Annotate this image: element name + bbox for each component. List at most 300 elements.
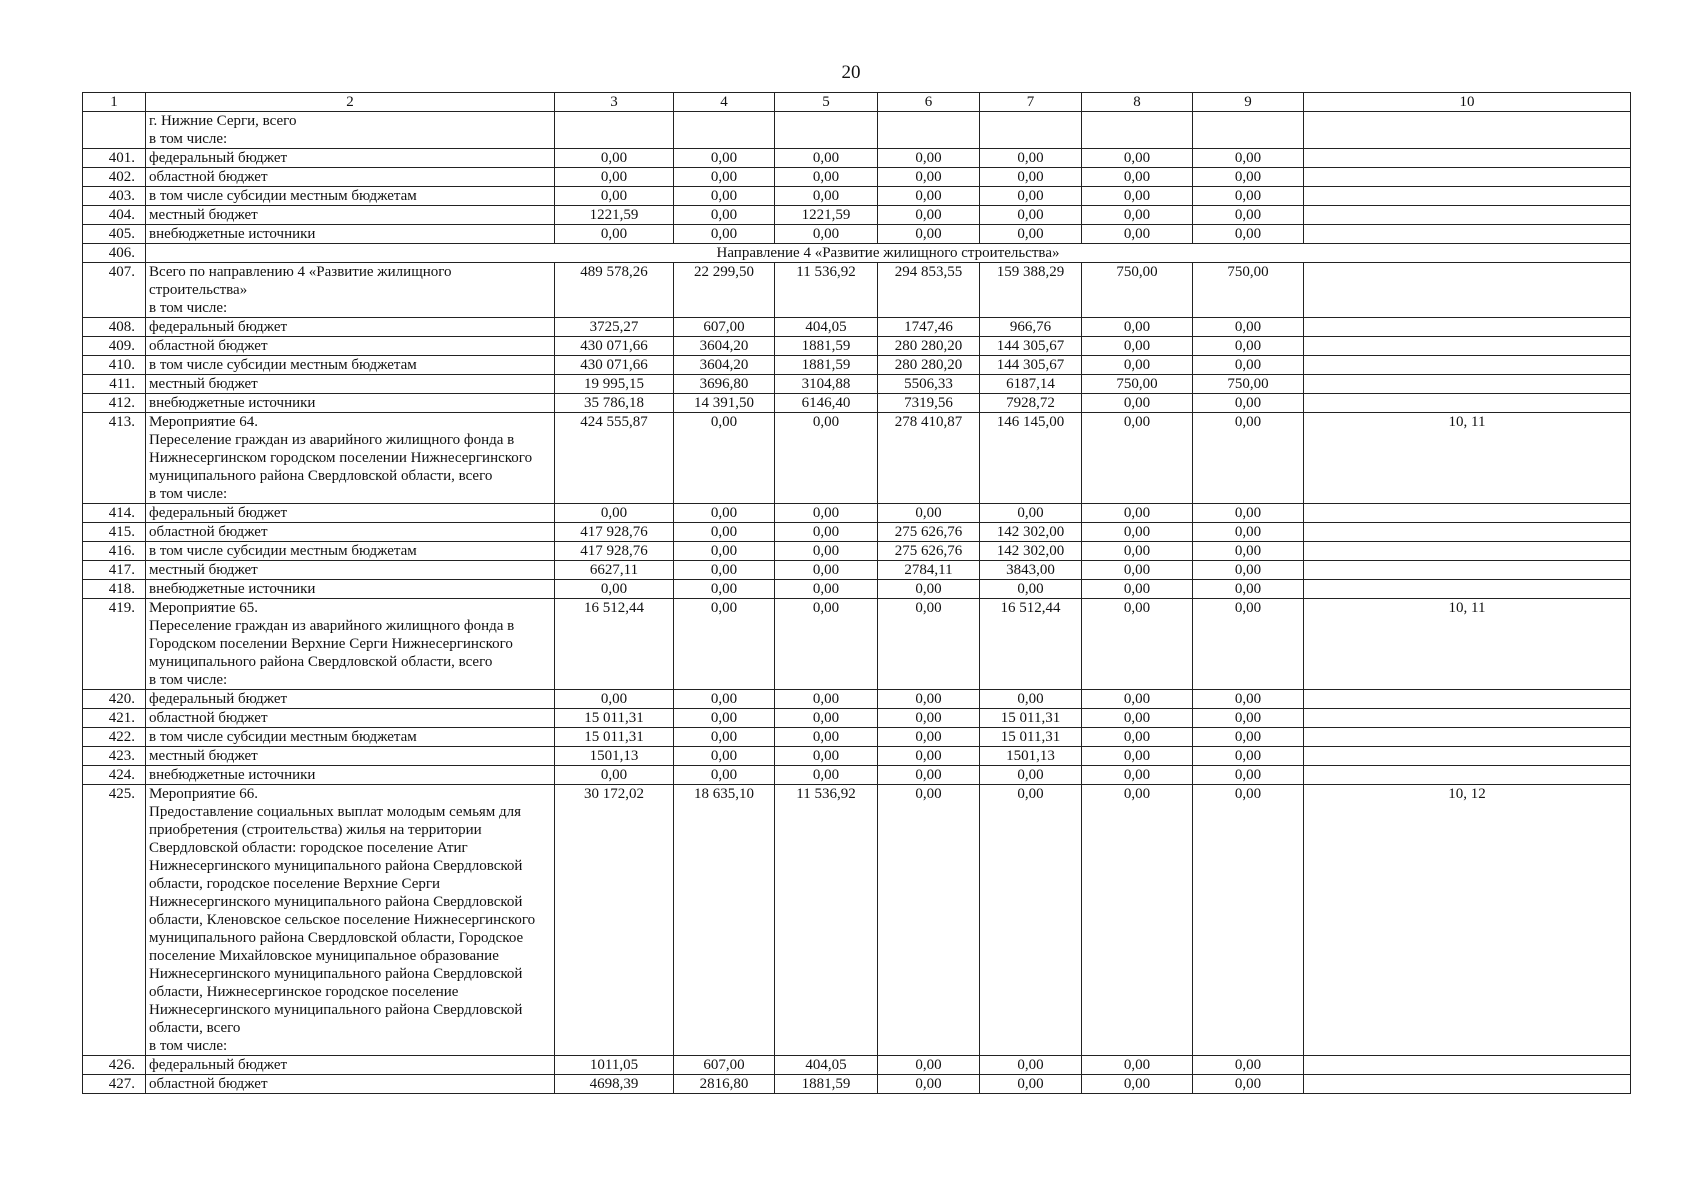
table-row: [83, 690, 1631, 709]
row-number: 416.: [83, 542, 146, 561]
value-cell: 11 536,92: [775, 785, 878, 1056]
value-cell: 1881,59: [775, 337, 878, 356]
value-cell: 0,00: [1193, 206, 1304, 225]
table-row: [83, 318, 1631, 337]
row-name: местный бюджет: [146, 206, 555, 225]
note-cell: [1304, 1075, 1631, 1094]
value-cell: 0,00: [878, 728, 980, 747]
header-cell: 5: [775, 93, 878, 112]
row-name: федеральный бюджет: [146, 504, 555, 523]
row-name: внебюджетные источники: [146, 766, 555, 785]
row-name: областной бюджет: [146, 1075, 555, 1094]
value-cell: 0,00: [1082, 542, 1193, 561]
value-cell: 15 011,31: [980, 709, 1082, 728]
value-cell: 0,00: [1193, 690, 1304, 709]
value-cell: 280 280,20: [878, 337, 980, 356]
value-cell: 0,00: [674, 580, 775, 599]
note-cell: [1304, 561, 1631, 580]
value-cell: 0,00: [878, 766, 980, 785]
note-cell: [1304, 523, 1631, 542]
value-cell: 3604,20: [674, 337, 775, 356]
value-cell: 0,00: [775, 187, 878, 206]
value-cell: 0,00: [878, 206, 980, 225]
table-row: [83, 168, 1631, 187]
value-cell: 0,00: [1082, 580, 1193, 599]
value-cell: 0,00: [674, 728, 775, 747]
value-cell: 0,00: [878, 690, 980, 709]
value-cell: 2784,11: [878, 561, 980, 580]
value-cell: 1501,13: [555, 747, 674, 766]
row-name: г. Нижние Серги, всего в том числе:: [146, 112, 555, 149]
table-row: [83, 394, 1631, 413]
table-row: [83, 337, 1631, 356]
value-cell: 0,00: [1082, 728, 1193, 747]
value-cell: 0,00: [1082, 337, 1193, 356]
table-row: [83, 356, 1631, 375]
value-cell: 6187,14: [980, 375, 1082, 394]
value-cell: 0,00: [674, 413, 775, 504]
row-number: 418.: [83, 580, 146, 599]
table-row: [83, 728, 1631, 747]
value-cell: 3725,27: [555, 318, 674, 337]
value-cell: 0,00: [1082, 149, 1193, 168]
row-number: 423.: [83, 747, 146, 766]
row-number: 404.: [83, 206, 146, 225]
value-cell: 0,00: [1082, 187, 1193, 206]
value-cell: 0,00: [775, 709, 878, 728]
header-cell: 9: [1193, 93, 1304, 112]
value-cell: 0,00: [775, 168, 878, 187]
row-name: в том числе субсидии местным бюджетам: [146, 728, 555, 747]
header-cell: 8: [1082, 93, 1193, 112]
value-cell: 0,00: [674, 187, 775, 206]
value-cell: 11 536,92: [775, 263, 878, 318]
value-cell: 750,00: [1082, 375, 1193, 394]
table-row: [83, 187, 1631, 206]
value-cell: [878, 112, 980, 149]
value-cell: 0,00: [878, 1056, 980, 1075]
value-cell: 0,00: [1193, 504, 1304, 523]
row-number: 426.: [83, 1056, 146, 1075]
row-name: федеральный бюджет: [146, 318, 555, 337]
value-cell: 14 391,50: [674, 394, 775, 413]
value-cell: 0,00: [674, 690, 775, 709]
row-name: областной бюджет: [146, 523, 555, 542]
value-cell: 15 011,31: [555, 709, 674, 728]
value-cell: 6146,40: [775, 394, 878, 413]
table-row: [83, 599, 1631, 690]
row-number: 420.: [83, 690, 146, 709]
value-cell: 0,00: [674, 225, 775, 244]
value-cell: 0,00: [1193, 523, 1304, 542]
row-name: федеральный бюджет: [146, 149, 555, 168]
row-name: федеральный бюджет: [146, 1056, 555, 1075]
value-cell: 0,00: [674, 561, 775, 580]
value-cell: 0,00: [1193, 580, 1304, 599]
value-cell: 0,00: [775, 580, 878, 599]
value-cell: 16 512,44: [980, 599, 1082, 690]
value-cell: 0,00: [555, 187, 674, 206]
note-cell: [1304, 337, 1631, 356]
row-number: 403.: [83, 187, 146, 206]
row-number: 415.: [83, 523, 146, 542]
value-cell: 0,00: [1193, 599, 1304, 690]
value-cell: [980, 112, 1082, 149]
value-cell: 18 635,10: [674, 785, 775, 1056]
value-cell: 1501,13: [980, 747, 1082, 766]
value-cell: 0,00: [878, 599, 980, 690]
note-cell: [1304, 112, 1631, 149]
value-cell: 0,00: [1193, 728, 1304, 747]
row-number: 410.: [83, 356, 146, 375]
value-cell: 0,00: [1193, 561, 1304, 580]
table-row: [83, 244, 1631, 263]
value-cell: 5506,33: [878, 375, 980, 394]
row-name: областной бюджет: [146, 337, 555, 356]
page-number: 20: [841, 62, 861, 83]
value-cell: 15 011,31: [555, 728, 674, 747]
row-number: 422.: [83, 728, 146, 747]
value-cell: 0,00: [1082, 1075, 1193, 1094]
value-cell: 144 305,67: [980, 356, 1082, 375]
value-cell: 417 928,76: [555, 523, 674, 542]
value-cell: 15 011,31: [980, 728, 1082, 747]
value-cell: 0,00: [980, 580, 1082, 599]
value-cell: 489 578,26: [555, 263, 674, 318]
row-name: внебюджетные источники: [146, 394, 555, 413]
value-cell: [1193, 112, 1304, 149]
row-number: 402.: [83, 168, 146, 187]
row-name: в том числе субсидии местным бюджетам: [146, 356, 555, 375]
value-cell: 0,00: [775, 504, 878, 523]
row-number: 408.: [83, 318, 146, 337]
value-cell: 607,00: [674, 318, 775, 337]
row-number: 411.: [83, 375, 146, 394]
value-cell: 0,00: [775, 599, 878, 690]
value-cell: 16 512,44: [555, 599, 674, 690]
table-row: [83, 785, 1631, 1056]
value-cell: 0,00: [1082, 394, 1193, 413]
value-cell: 0,00: [775, 766, 878, 785]
note-cell: [1304, 690, 1631, 709]
value-cell: 0,00: [775, 728, 878, 747]
value-cell: 3696,80: [674, 375, 775, 394]
header-cell: 2: [146, 93, 555, 112]
value-cell: 0,00: [674, 542, 775, 561]
value-cell: 275 626,76: [878, 542, 980, 561]
value-cell: 0,00: [775, 542, 878, 561]
value-cell: 0,00: [878, 747, 980, 766]
value-cell: 0,00: [775, 690, 878, 709]
row-name: Мероприятие 66. Предоставление социальных выплат молодым семьям для приобретения (строительства) жилья на территории Свердловской области: городское поселение Атиг Нижнесергинского муниципального района Свердловской области, городское поселение Верхние Серги Нижнесергинского муниципального района Свердловской области, Кленовское сельское поселение Нижнесергинского муниципального района Свердловской области, Городское поселение Михайловское муниципальное образование Нижнесергинского муниципального района Свердловской области, Нижнесергинское городское поселение Нижнесергинского муниципального района Свердловской области, всего в том числе:: [146, 785, 555, 1056]
note-cell: [1304, 356, 1631, 375]
value-cell: 0,00: [878, 785, 980, 1056]
row-name: местный бюджет: [146, 747, 555, 766]
table-row: [83, 709, 1631, 728]
row-name: Всего по направлению 4 «Развитие жилищного строительства» в том числе:: [146, 263, 555, 318]
value-cell: 0,00: [878, 149, 980, 168]
value-cell: 0,00: [1193, 149, 1304, 168]
note-cell: [1304, 318, 1631, 337]
value-cell: 0,00: [1082, 318, 1193, 337]
value-cell: 7319,56: [878, 394, 980, 413]
value-cell: 294 853,55: [878, 263, 980, 318]
table-row: [83, 225, 1631, 244]
value-cell: 0,00: [878, 168, 980, 187]
value-cell: 275 626,76: [878, 523, 980, 542]
value-cell: 22 299,50: [674, 263, 775, 318]
table-row: [83, 747, 1631, 766]
row-number: 401.: [83, 149, 146, 168]
value-cell: 0,00: [980, 690, 1082, 709]
table-row: [83, 1075, 1631, 1094]
value-cell: 0,00: [775, 149, 878, 168]
value-cell: 0,00: [980, 1075, 1082, 1094]
value-cell: 0,00: [980, 225, 1082, 244]
row-number: 419.: [83, 599, 146, 690]
value-cell: 146 145,00: [980, 413, 1082, 504]
value-cell: 0,00: [555, 225, 674, 244]
value-cell: 0,00: [674, 747, 775, 766]
value-cell: 0,00: [555, 580, 674, 599]
header-cell: 6: [878, 93, 980, 112]
note-cell: [1304, 1056, 1631, 1075]
value-cell: 0,00: [674, 206, 775, 225]
value-cell: 0,00: [980, 168, 1082, 187]
value-cell: 0,00: [980, 785, 1082, 1056]
value-cell: 0,00: [1082, 709, 1193, 728]
row-number: 425.: [83, 785, 146, 1056]
row-number: 421.: [83, 709, 146, 728]
note-cell: [1304, 709, 1631, 728]
table-row: [83, 413, 1631, 504]
note-cell: [1304, 580, 1631, 599]
value-cell: 424 555,87: [555, 413, 674, 504]
value-cell: 0,00: [878, 187, 980, 206]
table-row: [83, 263, 1631, 318]
value-cell: 0,00: [878, 580, 980, 599]
value-cell: 6627,11: [555, 561, 674, 580]
value-cell: 35 786,18: [555, 394, 674, 413]
section-heading: Направление 4 «Развитие жилищного строительства»: [146, 244, 1631, 263]
row-number: 413.: [83, 413, 146, 504]
note-cell: [1304, 187, 1631, 206]
row-name: местный бюджет: [146, 375, 555, 394]
note-cell: 10, 12: [1304, 785, 1631, 1056]
row-number: 407.: [83, 263, 146, 318]
value-cell: 0,00: [980, 504, 1082, 523]
table-row: [83, 1056, 1631, 1075]
note-cell: [1304, 168, 1631, 187]
row-name: в том числе субсидии местным бюджетам: [146, 542, 555, 561]
value-cell: 7928,72: [980, 394, 1082, 413]
value-cell: 607,00: [674, 1056, 775, 1075]
value-cell: 0,00: [1193, 1075, 1304, 1094]
value-cell: 0,00: [1082, 599, 1193, 690]
header-cell: 4: [674, 93, 775, 112]
value-cell: 0,00: [555, 168, 674, 187]
value-cell: 0,00: [1193, 168, 1304, 187]
value-cell: 0,00: [1193, 225, 1304, 244]
row-name: федеральный бюджет: [146, 690, 555, 709]
value-cell: 4698,39: [555, 1075, 674, 1094]
value-cell: 0,00: [1082, 504, 1193, 523]
value-cell: 0,00: [1082, 206, 1193, 225]
value-cell: 278 410,87: [878, 413, 980, 504]
note-cell: [1304, 263, 1631, 318]
value-cell: 0,00: [1082, 168, 1193, 187]
row-name: в том числе субсидии местным бюджетам: [146, 187, 555, 206]
value-cell: 0,00: [1082, 523, 1193, 542]
value-cell: 0,00: [674, 766, 775, 785]
value-cell: 144 305,67: [980, 337, 1082, 356]
value-cell: 0,00: [674, 599, 775, 690]
row-name: Мероприятие 65. Переселение граждан из аварийного жилищного фонда в Городском поселении Верхние Серги Нижнесергинского муниципального района Свердловской области, всего в том числе:: [146, 599, 555, 690]
row-number: [83, 112, 146, 149]
value-cell: 1221,59: [555, 206, 674, 225]
value-cell: 0,00: [775, 523, 878, 542]
value-cell: 0,00: [1193, 187, 1304, 206]
value-cell: 3604,20: [674, 356, 775, 375]
value-cell: 1221,59: [775, 206, 878, 225]
value-cell: 0,00: [555, 690, 674, 709]
note-cell: [1304, 394, 1631, 413]
note-cell: [1304, 149, 1631, 168]
note-cell: [1304, 728, 1631, 747]
value-cell: 0,00: [775, 413, 878, 504]
value-cell: 404,05: [775, 318, 878, 337]
header-cell: 3: [555, 93, 674, 112]
note-cell: [1304, 206, 1631, 225]
value-cell: 0,00: [1082, 690, 1193, 709]
header-cell: 10: [1304, 93, 1631, 112]
value-cell: 417 928,76: [555, 542, 674, 561]
value-cell: 2816,80: [674, 1075, 775, 1094]
value-cell: 0,00: [555, 149, 674, 168]
value-cell: 0,00: [674, 523, 775, 542]
value-cell: 0,00: [1082, 356, 1193, 375]
table-row: [83, 542, 1631, 561]
value-cell: 0,00: [878, 504, 980, 523]
row-name: областной бюджет: [146, 168, 555, 187]
value-cell: 3104,88: [775, 375, 878, 394]
budget-table: [82, 92, 1631, 1094]
value-cell: 0,00: [775, 225, 878, 244]
row-number: 412.: [83, 394, 146, 413]
value-cell: 0,00: [674, 149, 775, 168]
value-cell: 0,00: [1193, 1056, 1304, 1075]
note-cell: 10, 11: [1304, 599, 1631, 690]
table-row: [83, 523, 1631, 542]
note-cell: [1304, 225, 1631, 244]
table-row: [83, 504, 1631, 523]
header-cell: 7: [980, 93, 1082, 112]
value-cell: [775, 112, 878, 149]
value-cell: 0,00: [1193, 413, 1304, 504]
table-row: [83, 580, 1631, 599]
note-cell: [1304, 504, 1631, 523]
value-cell: 0,00: [674, 168, 775, 187]
value-cell: 0,00: [1082, 561, 1193, 580]
value-cell: 1881,59: [775, 1075, 878, 1094]
value-cell: 0,00: [1082, 785, 1193, 1056]
value-cell: 0,00: [555, 504, 674, 523]
row-number: 417.: [83, 561, 146, 580]
value-cell: [1082, 112, 1193, 149]
value-cell: 750,00: [1082, 263, 1193, 318]
value-cell: 0,00: [555, 766, 674, 785]
row-number: 406.: [83, 244, 146, 263]
value-cell: 0,00: [1082, 1056, 1193, 1075]
value-cell: 750,00: [1193, 263, 1304, 318]
row-number: 427.: [83, 1075, 146, 1094]
value-cell: 0,00: [1193, 766, 1304, 785]
row-name: областной бюджет: [146, 709, 555, 728]
value-cell: 0,00: [878, 1075, 980, 1094]
row-name: внебюджетные источники: [146, 580, 555, 599]
value-cell: 0,00: [1193, 747, 1304, 766]
table-row: [83, 206, 1631, 225]
value-cell: 0,00: [1193, 542, 1304, 561]
value-cell: 0,00: [1193, 709, 1304, 728]
value-cell: 0,00: [1193, 394, 1304, 413]
value-cell: 0,00: [878, 225, 980, 244]
note-cell: [1304, 375, 1631, 394]
table-row: [83, 375, 1631, 394]
value-cell: 0,00: [980, 206, 1082, 225]
value-cell: 0,00: [1193, 785, 1304, 1056]
value-cell: 3843,00: [980, 561, 1082, 580]
row-number: 405.: [83, 225, 146, 244]
table-row: [83, 149, 1631, 168]
value-cell: 966,76: [980, 318, 1082, 337]
value-cell: 0,00: [674, 709, 775, 728]
value-cell: 142 302,00: [980, 542, 1082, 561]
note-cell: 10, 11: [1304, 413, 1631, 504]
row-name: местный бюджет: [146, 561, 555, 580]
value-cell: 1747,46: [878, 318, 980, 337]
value-cell: 0,00: [1193, 337, 1304, 356]
value-cell: 0,00: [980, 149, 1082, 168]
value-cell: 0,00: [1082, 413, 1193, 504]
value-cell: 404,05: [775, 1056, 878, 1075]
row-number: 409.: [83, 337, 146, 356]
row-name: Мероприятие 64. Переселение граждан из аварийного жилищного фонда в Нижнесергинском городском поселении Нижнесергинского муниципального района Свердловской области, всего в том числе:: [146, 413, 555, 504]
value-cell: 0,00: [1082, 747, 1193, 766]
value-cell: 1011,05: [555, 1056, 674, 1075]
value-cell: 0,00: [980, 187, 1082, 206]
value-cell: 0,00: [674, 504, 775, 523]
value-cell: 0,00: [1082, 225, 1193, 244]
value-cell: 30 172,02: [555, 785, 674, 1056]
value-cell: 1881,59: [775, 356, 878, 375]
value-cell: 430 071,66: [555, 356, 674, 375]
row-number: 414.: [83, 504, 146, 523]
value-cell: 0,00: [1082, 766, 1193, 785]
value-cell: 0,00: [980, 766, 1082, 785]
note-cell: [1304, 747, 1631, 766]
table-row: [83, 112, 1631, 149]
value-cell: 0,00: [980, 1056, 1082, 1075]
value-cell: 280 280,20: [878, 356, 980, 375]
value-cell: 0,00: [775, 747, 878, 766]
value-cell: 0,00: [878, 709, 980, 728]
value-cell: 430 071,66: [555, 337, 674, 356]
value-cell: 0,00: [1193, 318, 1304, 337]
value-cell: [555, 112, 674, 149]
value-cell: 159 388,29: [980, 263, 1082, 318]
table-body: [83, 112, 1631, 1094]
